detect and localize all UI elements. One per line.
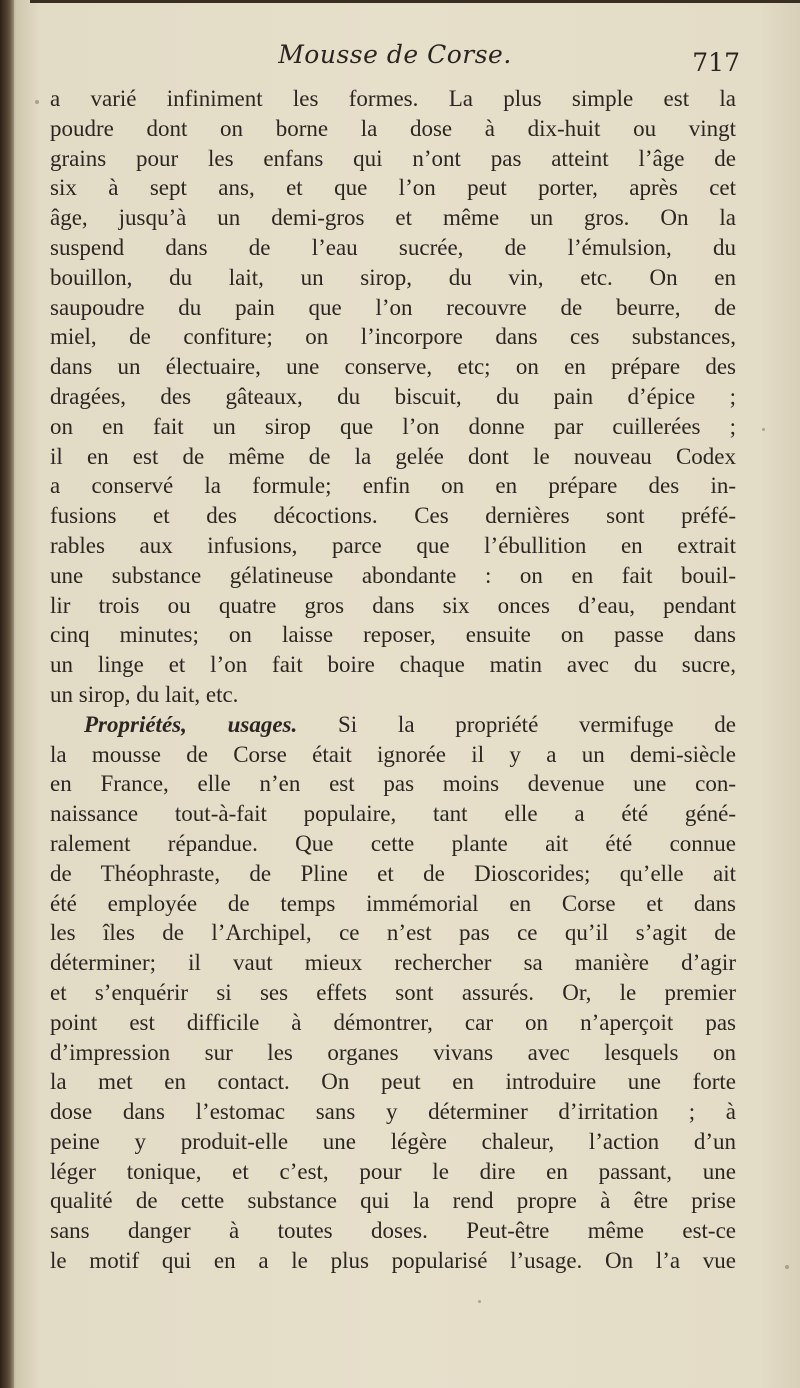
text-line: qualité de cette substance qui la rend propre à être prise xyxy=(50,1188,736,1214)
text-line: de Théophraste, de Pline et de Dioscorides; qu’elle ait xyxy=(50,860,736,886)
text-line: six à sept ans, et que l’on peut porter, après cet xyxy=(50,175,736,201)
page-header xyxy=(50,40,740,80)
page-top-edge xyxy=(30,0,800,3)
paper-speck xyxy=(35,100,39,104)
text-line: les îles de l’Archipel, ce n’est pas ce qu’il s’agit de xyxy=(50,920,736,946)
body-text xyxy=(50,84,736,1276)
text-line: point est difficile à démontrer, car on n’aperçoit pas xyxy=(50,1009,736,1035)
text-line: dans un électuaire, une conserve, etc; on en prépare des xyxy=(50,354,736,380)
section-first-line-text: Si la propriété vermifuge de xyxy=(338,711,736,737)
text-line: la mousse de Corse était ignorée il y a un demi-siècle xyxy=(50,741,736,767)
paper-speck xyxy=(785,1265,789,1269)
text-line: a conservé la formule; enfin on en prépare des in- xyxy=(50,473,736,499)
text-line: bouillon, du lait, un sirop, du vin, etc. On en xyxy=(50,264,736,290)
text-line: été employée de temps immémorial en Corse et dans xyxy=(50,890,736,916)
text-line: d’impression sur les organes vivans avec lesquels on xyxy=(50,1039,736,1065)
section-first-line xyxy=(50,710,736,740)
text-line: le motif qui en a le plus popularisé l’usage. On l’a vue xyxy=(50,1248,736,1274)
text-line: léger tonique, et c’est, pour le dire en passant, une xyxy=(50,1158,736,1184)
page-number: 717 xyxy=(692,48,740,77)
text-line: dragées, des gâteaux, du biscuit, du pain d’épice ; xyxy=(50,383,736,409)
text-line: ralement répandue. Que cette plante ait été connue xyxy=(50,830,736,856)
text-line: un sirop, du lait, etc. xyxy=(50,681,239,707)
text-line: déterminer; il vaut mieux rechercher sa manière d’agir xyxy=(50,950,736,976)
text-line: une substance gélatineuse abondante : on en fait bouil- xyxy=(50,562,736,588)
paper-speck xyxy=(762,428,765,431)
text-line: a varié infiniment les formes. La plus simple est la xyxy=(50,86,736,111)
text-line: sans danger à toutes doses. Peut-être même est-ce xyxy=(50,1218,736,1244)
text-line: suspend dans de l’eau sucrée, de l’émulsion, du xyxy=(50,234,736,260)
section-heading: Propriétés, usages. xyxy=(84,711,298,737)
text-line: fusions et des décoctions. Ces dernières sont préfé- xyxy=(50,503,736,529)
text-line: poudre dont on borne la dose à dix-huit ou vingt xyxy=(50,115,736,141)
text-line: on en fait un sirop que l’on donne par cuillerées ; xyxy=(50,413,736,439)
text-line: peine y produit-elle une légère chaleur, l’action d’un xyxy=(50,1128,736,1154)
text-line: miel, de confiture; on l’incorpore dans ces substances, xyxy=(50,324,736,350)
text-line: lir trois ou quatre gros dans six onces d’eau, pendant xyxy=(50,592,736,618)
text-line: âge, jusqu’à un demi-gros et même un gros. On la xyxy=(50,205,736,231)
text-line: la met en contact. On peut en introduire une forte xyxy=(50,1069,736,1095)
text-line: il en est de même de la gelée dont le nouveau Codex xyxy=(50,443,736,469)
text-line: saupoudre du pain que l’on recouvre de beurre, de xyxy=(50,294,736,320)
paper-speck xyxy=(478,1300,481,1303)
text-line: et s’enquérir si ses effets sont assurés. Or, le premier xyxy=(50,979,736,1005)
text-line: rables aux infusions, parce que l’ébullition en extrait xyxy=(50,532,736,558)
running-title: Mousse de Corse. xyxy=(278,40,512,69)
text-line: en France, elle n’en est pas moins devenue une con- xyxy=(50,771,736,797)
text-line: cinq minutes; on laisse reposer, ensuite on passe dans xyxy=(50,622,736,648)
text-line: un linge et l’on fait boire chaque matin avec du sucre, xyxy=(50,652,736,678)
text-line: dose dans l’estomac sans y déterminer d’irritation ; à xyxy=(50,1099,736,1125)
book-binding-edge xyxy=(0,0,14,1388)
text-line: naissance tout-à-fait populaire, tant elle a été géné- xyxy=(50,801,736,827)
text-line: grains pour les enfans qui n’ont pas atteint l’âge de xyxy=(50,145,736,171)
